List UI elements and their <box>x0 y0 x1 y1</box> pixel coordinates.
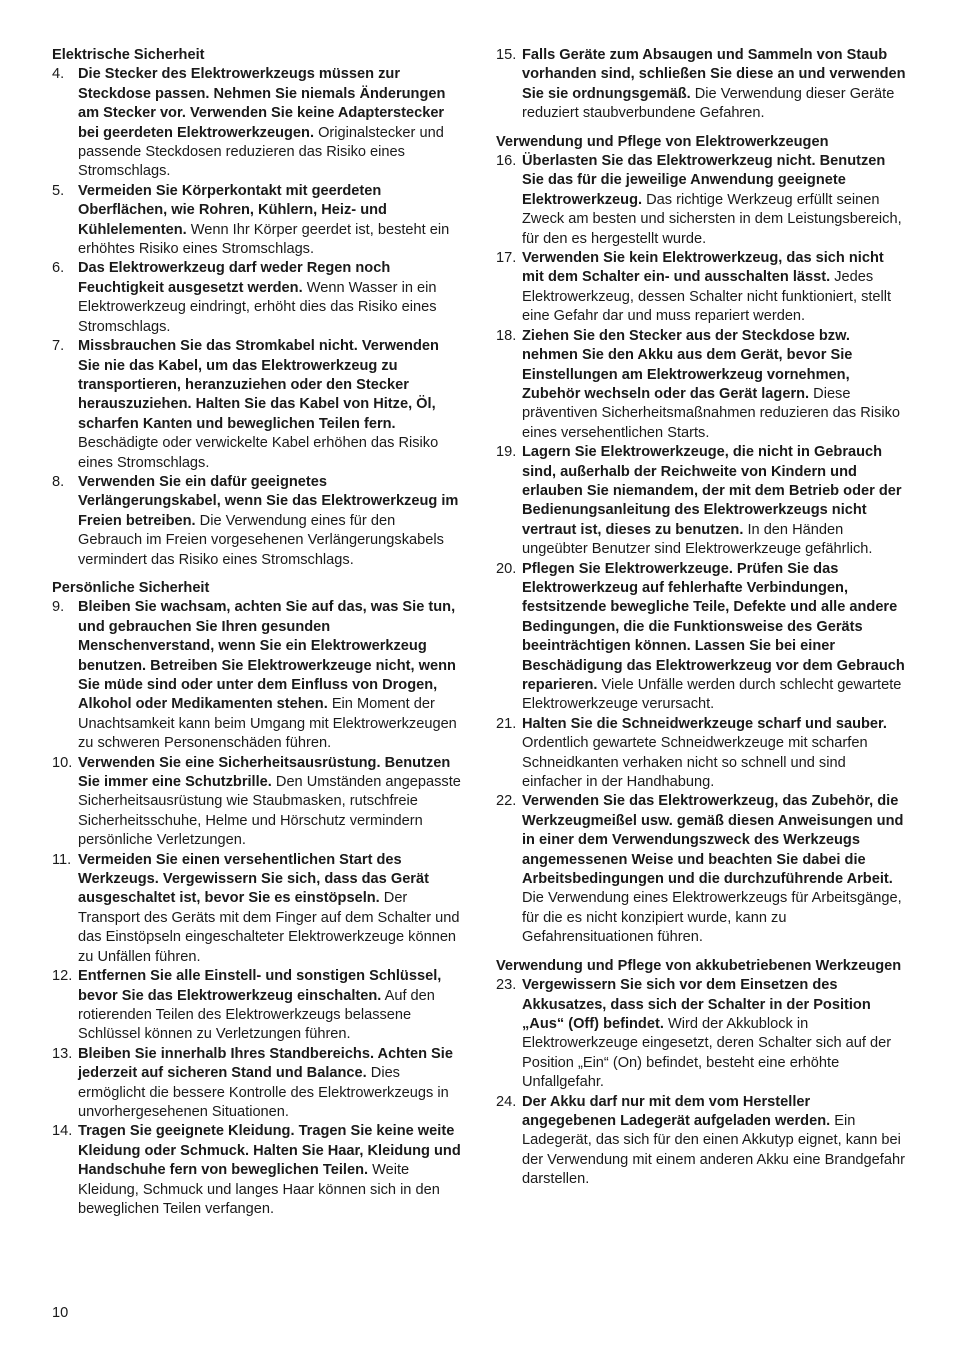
item-number: 19. <box>496 444 517 461</box>
item-explanation: Auf den rotierenden Teilen des Elektrowerkzeugs belassene Schlüssel können zu Verletzungen führen. <box>78 987 435 1043</box>
section <box>496 957 906 1190</box>
section-heading: Verwendung und Pflege von akkubetriebenen Werkzeugen <box>496 957 902 974</box>
right-column <box>496 46 906 1199</box>
item-number: 14. <box>52 1123 73 1140</box>
list-item <box>496 792 906 947</box>
item-number: 12. <box>52 968 73 985</box>
section-heading: Verwendung und Pflege von Elektrowerkzeugen <box>496 133 829 150</box>
item-number: 17. <box>496 250 517 267</box>
list-item <box>496 152 906 249</box>
item-instruction: Entfernen Sie alle Einstell- und sonstigen Schlüssel, bevor Sie das Elektrowerkzeug einschalten. <box>78 968 442 1004</box>
item-instruction: Bleiben Sie innerhalb Ihres Standbereichs. Achten Sie jederzeit auf sicheren Stand und Balance. <box>78 1045 453 1082</box>
item-number: 21. <box>496 715 517 732</box>
item-explanation: Ein Moment der Unachtsamkeit kann beim Umgang mit Elektrowerkzeugen zu schweren Personenschäden führen. <box>78 696 457 752</box>
left-column <box>52 46 462 1228</box>
list-item <box>496 46 906 124</box>
item-number: 18. <box>496 327 517 344</box>
list-item <box>52 337 462 473</box>
section-heading: Persönliche Sicherheit <box>52 579 210 596</box>
item-number: 10. <box>52 754 73 771</box>
section <box>496 46 906 124</box>
item-explanation: In den Händen ungeübter Benutzer sind Elektrowerkzeuge gefährlich. <box>522 521 873 558</box>
list-item <box>52 259 462 337</box>
page-number: 10 <box>52 1305 69 1321</box>
item-instruction: Verwenden Sie eine Sicherheitsausrüstung. Benutzen Sie immer eine Schutzbrille. <box>78 754 451 791</box>
item-number: 8. <box>52 473 65 490</box>
item-number: 11. <box>52 851 72 868</box>
item-number: 9. <box>52 599 65 616</box>
item-explanation: Der Transport des Geräts mit dem Finger auf dem Schalter und das Einstöpseln eingeschalteter Elektrowerkzeuge können zu Unfällen führen. <box>78 890 460 965</box>
list-item <box>52 851 462 967</box>
item-number: 22. <box>496 793 517 810</box>
item-instruction: Die Stecker des Elektrowerkzeugs müssen zur Steckdose passen. Nehmen Sie niemals Änderungen am Stecker vor. Verwenden Sie keine Adapterstecker bei geerdeten Elektrowerkzeugen. <box>78 66 446 141</box>
item-number: 6. <box>52 260 65 277</box>
item-instruction: Ziehen Sie den Stecker aus der Steckdose bzw. nehmen Sie den Akku aus dem Gerät, bevor Sie Einstellungen am Elektrowerkzeug vornehmen, Zubehör wechseln oder das Gerät lagern. <box>522 327 853 402</box>
item-number: 15. <box>496 47 517 63</box>
item-explanation: Ordentlich gewartete Schneidwerkzeuge mit scharfen Schneidkanten verhaken nicht so schnell und sind einfacher in der Handhabung. <box>522 735 868 791</box>
item-instruction: Überlasten Sie das Elektrowerkzeug nicht. Benutzen Sie das für die jeweilige Anwendung geeignete Elektrowerkzeug. <box>522 153 886 208</box>
item-instruction: Lagern Sie Elektrowerkzeuge, die nicht in Gebrauch sind, außerhalb der Reichweite von Kindern und erlauben Sie niemandem, der mit dem Betrieb oder der Bedienungsanleitung des Elektrowerkzeugs nicht vertraut ist, dieses zu benutzen. <box>522 444 902 538</box>
item-instruction: Das Elektrowerkzeug darf weder Regen noch Feuchtigkeit ausgesetzt werden. <box>78 260 391 296</box>
item-number: 23. <box>496 977 517 994</box>
list-item <box>496 560 906 715</box>
item-instruction: Der Akku darf nur mit dem vom Hersteller angegebenen Ladegerät aufgeladen werden. <box>522 1093 831 1129</box>
item-explanation: Wenn Ihr Körper geerdet ist, besteht ein erhöhtes Risiko eines Stromschlags. <box>78 221 450 258</box>
item-number: 16. <box>496 153 517 170</box>
item-instruction: Bleiben Sie wachsam, achten Sie auf das, was Sie tun, und gebrauchen Sie Ihren gesunden Menschenverstand, wenn Sie ein Elektrowerkzeug benutzen. Betreiben Sie Elektrowerkzeuge nicht, wenn Sie müde sind oder unter dem Einfluss von Drogen, Alkohol oder Medikamenten stehen. <box>78 599 456 713</box>
item-instruction: Verwenden Sie kein Elektrowerkzeug, das sich nicht mit dem Schalter ein- und ausschalten lässt. <box>522 250 884 286</box>
list-item <box>496 249 906 327</box>
item-explanation: Die Verwendung eines Elektrowerkzeugs für Arbeitsgänge, für die es nicht konzipiert wurde, kann zu Gefahrensituationen führen. <box>522 890 902 946</box>
list-item <box>52 967 462 1045</box>
section <box>52 46 462 570</box>
item-instruction: Falls Geräte zum Absaugen und Sammeln von Staub vorhanden sind, schließen Sie diese an und verwenden Sie sie ordnungsgemäß. <box>522 47 906 102</box>
item-explanation: Ein Ladegerät, das sich für den einen Akkutyp eignet, kann bei der Verwendung mit einem anderen Akku eine Brandgefahr darstellen. <box>522 1112 905 1188</box>
item-number: 4. <box>52 66 65 83</box>
section <box>52 579 462 1219</box>
list-item <box>52 65 462 181</box>
item-explanation: Weite Kleidung, Schmuck und langes Haar können sich in den beweglichen Teilen verfangen. <box>78 1162 440 1217</box>
item-explanation: Das richtige Werkzeug erfüllt seinen Zweck am besten und sichersten in dem Leistungsbereich, für den es hergestellt wurde. <box>522 191 902 247</box>
item-number: 24. <box>496 1093 517 1110</box>
list-item <box>496 1093 906 1190</box>
item-instruction: Tragen Sie geeignete Kleidung. Tragen Sie keine weite Kleidung oder Schmuck. Halten Sie Haar, Kleidung und Handschuhe fern von beweglichen Teilen. <box>78 1123 461 1179</box>
item-number: 20. <box>496 560 517 577</box>
list-item <box>496 976 906 1092</box>
item-explanation: Originalstecker und passende Steckdosen reduzieren das Risiko eines Stromschlags. <box>78 124 444 180</box>
item-instruction: Missbrauchen Sie das Stromkabel nicht. Verwenden Sie nie das Kabel, um das Elektrowerkzeug zu transportieren, heranzuziehen oder den Stecker herauszuziehen. Halten Sie das Kabel von Hitze, Öl, scharfen Kanten und beweglichen Teilen fern. <box>78 338 439 432</box>
item-explanation: Den Umständen angepasste Sicherheitsausrüstung wie Staubmasken, rutschfreie Sicherheitsschuhe, Helme und Hörschutz vermindern persönliche Verletzungen. <box>78 774 461 849</box>
item-explanation: Dies ermöglicht die bessere Kontrolle des Elektrowerkzeugs in unvorhergesehenen Situationen. <box>78 1065 449 1120</box>
list-item <box>52 1045 462 1123</box>
item-explanation: Beschädigte oder verwickelte Kabel erhöhen das Risiko eines Stromschlags. <box>78 435 439 471</box>
item-number: 13. <box>52 1045 73 1062</box>
item-instruction: Halten Sie die Schneidwerkzeuge scharf und sauber. <box>522 715 887 732</box>
list-item <box>52 1122 462 1219</box>
list-item <box>52 473 462 570</box>
item-explanation: Die Verwendung eines für den Gebrauch im Freien vorgesehenen Verlängerungskabels vermindert das Risiko eines Stromschlags. <box>78 512 444 568</box>
item-explanation: Viele Unfälle werden durch schlecht gewartete Elektrowerkzeuge verursacht. <box>522 677 902 713</box>
section <box>496 133 906 948</box>
list-item <box>52 754 462 851</box>
list-item <box>52 598 462 753</box>
item-number: 5. <box>52 182 65 199</box>
item-instruction: Verwenden Sie ein dafür geeignetes Verlängerungskabel, wenn Sie das Elektrowerkzeug im Freien betreiben. <box>78 473 459 529</box>
item-instruction: Vermeiden Sie einen versehentlichen Start des Werkzeugs. Vergewissern Sie sich, dass das Gerät ausgeschaltet ist, bevor Sie es einstöpseln. <box>78 851 429 907</box>
list-item <box>496 327 906 443</box>
list-item <box>496 443 906 559</box>
section-heading: Elektrische Sicherheit <box>52 47 205 63</box>
item-explanation: Wenn Wasser in ein Elektrowerkzeug eindringt, erhöht dies das Risiko eines Stromschlags. <box>78 279 437 335</box>
item-explanation: Wird der Akkublock in Elektrowerkzeuge eingesetzt, deren Schalter sich auf der Position „Ein“ (On) befindet, besteht eine erhöhte Unfallgefahr. <box>522 1015 892 1091</box>
list-item <box>52 182 462 260</box>
item-explanation: Jedes Elektrowerkzeug, dessen Schalter nicht funktioniert, stellt eine Gefahr dar und muss repariert werden. <box>522 269 892 325</box>
item-number: 7. <box>52 338 65 355</box>
item-instruction: Vergewissern Sie sich vor dem Einsetzen des Akkusatzes, dass sich der Schalter in der Position „Aus“ (Off) befindet. <box>522 977 871 1032</box>
item-instruction: Verwenden Sie das Elektrowerkzeug, das Zubehör, die Werkzeugmeißel usw. gemäß diesen Anweisungen und in einer dem Verwendungszweck des Werkzeugs angemessenen Weise und beachten Sie dabei die Arbeitsbedingungen und die durchzuführende Arbeit. <box>522 793 904 888</box>
item-explanation: Diese präventiven Sicherheitsmaßnahmen reduzieren das Risiko eines versehentlichen Starts. <box>522 385 901 441</box>
list-item <box>496 715 906 793</box>
item-instruction: Vermeiden Sie Körperkontakt mit geerdeten Oberflächen, wie Rohren, Kühlern, Heiz- und Kühlelementen. <box>78 182 387 238</box>
item-instruction: Pflegen Sie Elektrowerkzeuge. Prüfen Sie das Elektrowerkzeug auf fehlerhafte Verbindungen, festsitzende bewegliche Teile, Defekte und alle andere Bedingungen, die die Funktionsweise des Geräts beeinträchtigen können. Lassen Sie bei einer Beschädigung das Elektrowerkzeug vor dem Gebrauch reparieren. <box>522 560 905 693</box>
item-explanation: Die Verwendung dieser Geräte reduziert staubverbundene Gefahren. <box>522 85 895 122</box>
